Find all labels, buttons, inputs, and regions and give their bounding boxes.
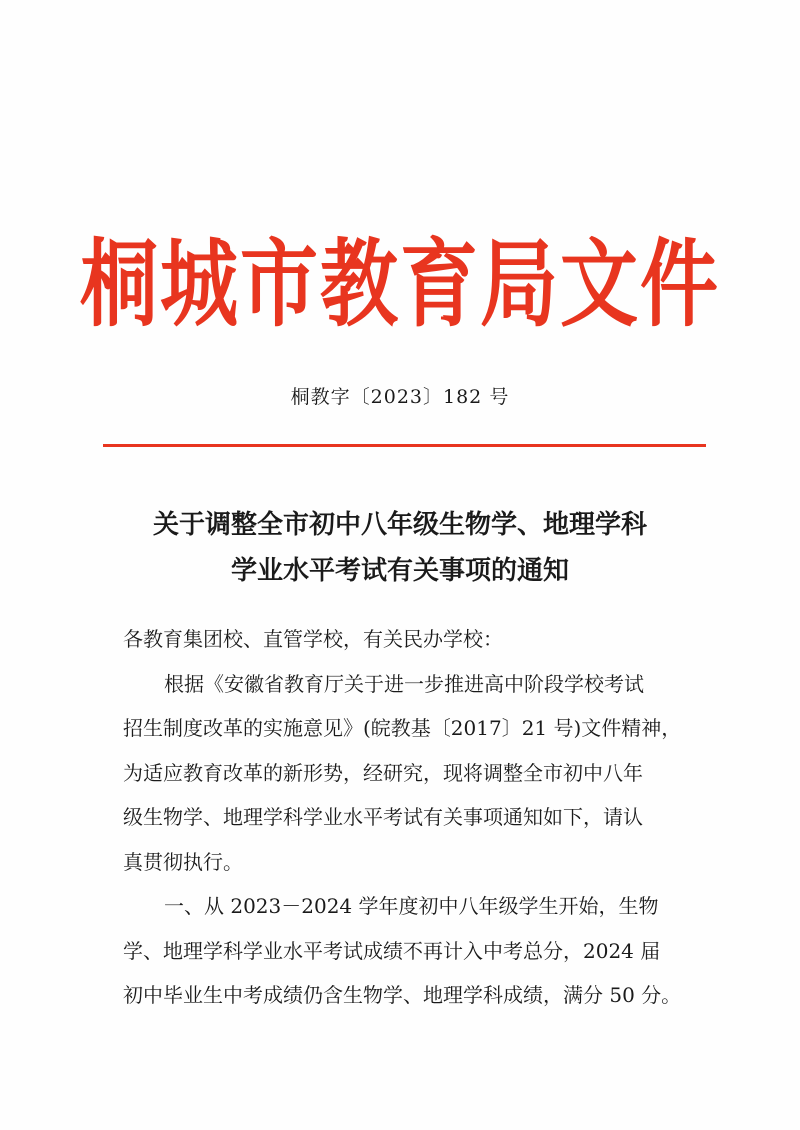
salutation: 各教育集团校、直管学校，有关民办学校： <box>123 627 503 651</box>
document-title <box>60 502 740 594</box>
paragraph-line: 一、从 2023－2024 学年度初中八年级学生开始，生物 <box>164 894 659 918</box>
paragraph-line: 真贯彻执行。 <box>123 849 243 874</box>
paragraph-line: 为适应教育改革的新形势，经研究，现将调整全市初中八年 <box>123 760 643 785</box>
red-divider-rule <box>103 444 706 447</box>
issuer-masthead: 桐城市教育局文件 <box>79 230 720 340</box>
paragraph-line: 级生物学、地理学科学业水平考试有关事项通知如下，请认 <box>123 805 643 829</box>
paragraph-line: 招生制度改革的实施意见》(皖教基〔2017〕21 号)文件精神， <box>123 716 682 740</box>
title-line: 学业水平考试有关事项的通知 <box>230 556 569 586</box>
title-line: 关于调整全市初中八年级生物学、地理学科 <box>152 510 647 540</box>
paragraph-line: 初中毕业生中考成绩仍含生物学、地理学科成绩，满分 50 分。 <box>123 983 682 1007</box>
document-number: 桐教字〔2023〕182 号 <box>290 386 510 408</box>
paragraph-line: 根据《安徽省教育厅关于进一步推进高中阶段学校考试 <box>164 671 644 696</box>
document-body <box>123 617 693 1018</box>
paragraph-line: 学、地理学科学业水平考试成绩不再计入中考总分，2024 届 <box>123 938 661 963</box>
